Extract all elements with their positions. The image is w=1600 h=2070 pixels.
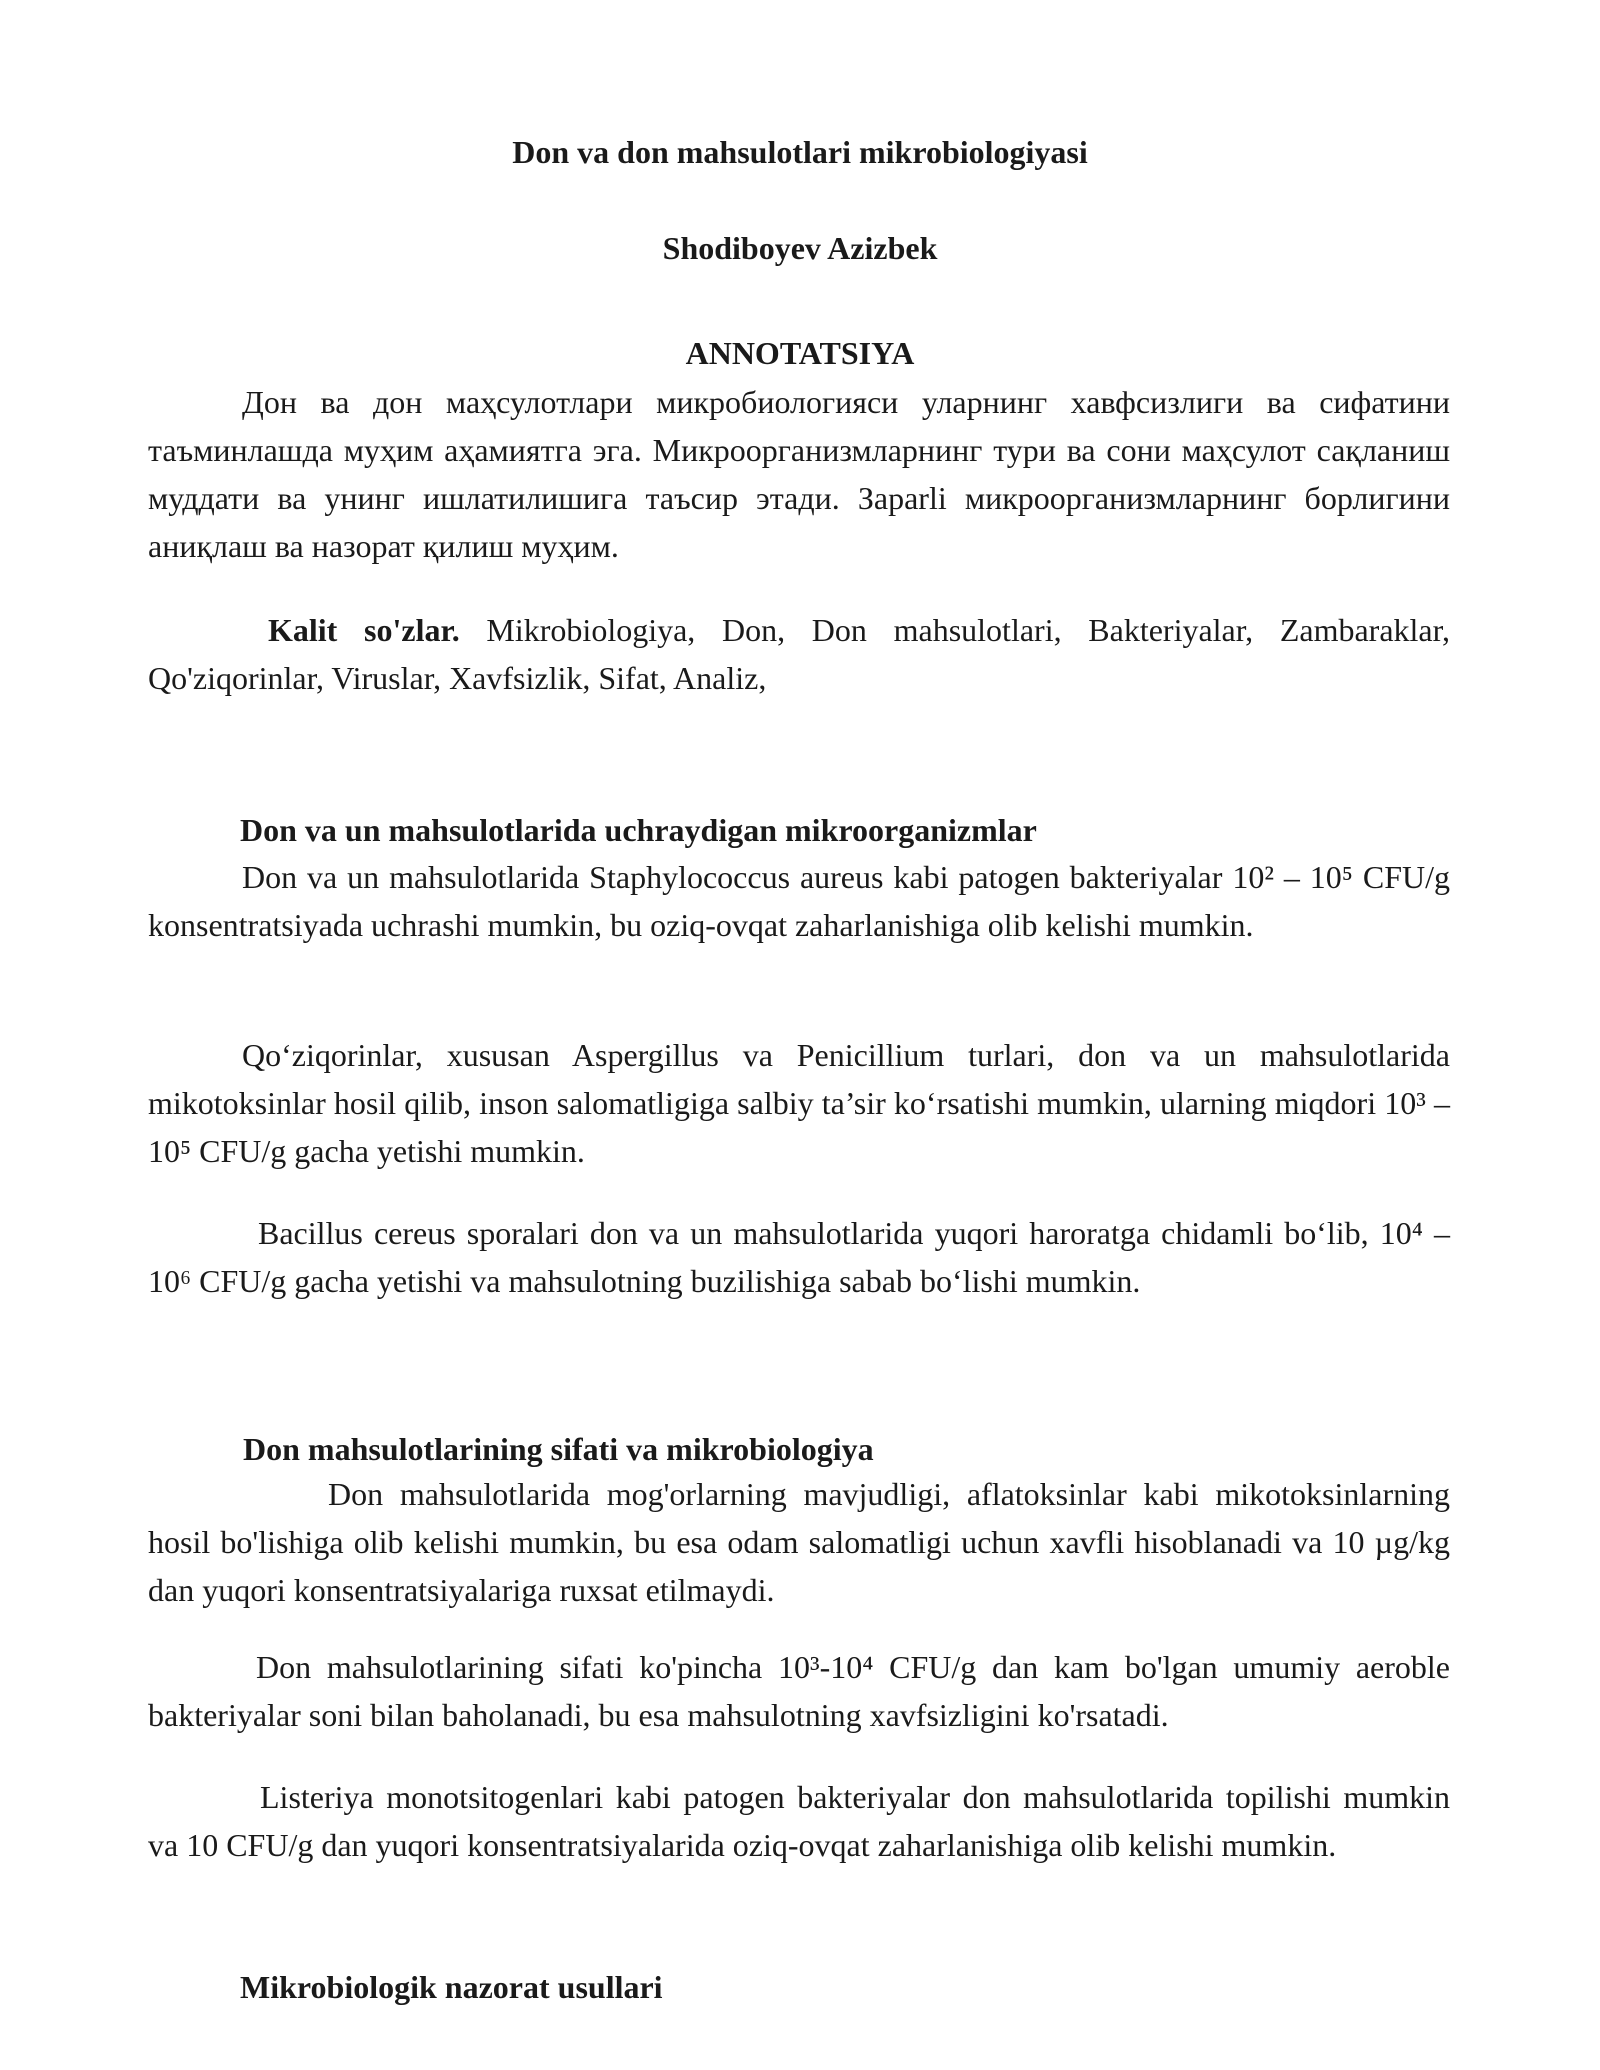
section1-paragraph-2: Qoʻziqorinlar, xususan Aspergillus va Penicillium turlari, don va un mahsulotlarida mikotoksinlar hosil qilib, inson salomatligiga salbiy ta’sir koʻrsatishi mumkin, ularning miqdori 10³ – 10⁵ CFU/g gacha yetishi mumkin.: [148, 1037, 1450, 1169]
keywords-paragraph: [148, 606, 1450, 702]
section1-paragraph-3: Bacillus cereus sporalari don va un mahsulotlarida yuqori haroratga chidamli boʻlib, 10⁴ – 10⁶ CFU/g gacha yetishi va mahsulotning buzilishiga sabab boʻlishi mumkin.: [148, 1215, 1450, 1299]
section2-paragraph-2: Don mahsulotlarining sifati ko'pincha 10³-10⁴ CFU/g dan kam bo'lgan umumiy aeroble bakteriyalar soni bilan baholanadi, bu esa mahsulotning xavfsizligini ko'rsatadi.: [148, 1649, 1450, 1733]
section2-paragraph-3: Listeriya monotsitogenlari kabi patogen bakteriyalar don mahsulotlarida topilishi mumkin va 10 CFU/g dan yuqori konsentratsiyalarida oziq-ovqat zaharlanishiga olib kelishi mumkin.: [148, 1779, 1450, 1863]
section-heading-control-methods: Mikrobiologik nazorat usullari: [240, 1969, 663, 2005]
section2-paragraph-1: Don mahsulotlarida mog'orlarning mavjudligi, aflatoksinlar kabi mikotoksinlarning hosil bo'lishiga olib kelishi mumkin, bu esa odam salomatligi uchun xavfli hisoblanadi va 10 µg/kg dan yuqori konsentratsiyalariga ruxsat etilmaydi.: [148, 1476, 1450, 1608]
document-title: Don va don mahsulotlari mikrobiologiyasi: [512, 134, 1088, 170]
keywords-list: Mikrobiologiya, Don, Don mahsulotlari, Bakteriyalar, Zambaraklar, Qo'ziqorinlar, Viruslar, Xavfsizlik, Sifat, Analiz,: [148, 612, 1451, 696]
abstract-heading: ANNOTATSIYA: [685, 335, 915, 371]
keywords-label: Kalit so'zlar.: [268, 612, 460, 648]
section-heading-microorganisms: Don va un mahsulotlarida uchraydigan mikroorganizmlar: [240, 812, 1037, 848]
abstract-paragraph: Дон ва дон маҳсулотлари микробиологияси уларнинг хавфсизлиги ва сифатини таъминлашда муҳим аҳамиятга эга. Микроорганизмларнинг тури ва сони маҳсулот сақланиш муддати ва унинг ишлатилишига таъсир этади. Зарarli микроорганизмларнинг борлигини аниқлаш ва назорат қилиш муҳим.: [148, 384, 1450, 564]
section1-paragraph-1: Don va un mahsulotlarida Staphylococcus aureus kabi patogen bakteriyalar 10² – 10⁵ CFU/g konsentratsiyada uchrashi mumkin, bu oziq-ovqat zaharlanishiga olib kelishi mumkin.: [148, 859, 1450, 943]
author-name: Shodiboyev Azizbek: [662, 230, 938, 266]
section-heading-quality: Don mahsulotlarining sifati va mikrobiologiya: [243, 1431, 874, 1467]
